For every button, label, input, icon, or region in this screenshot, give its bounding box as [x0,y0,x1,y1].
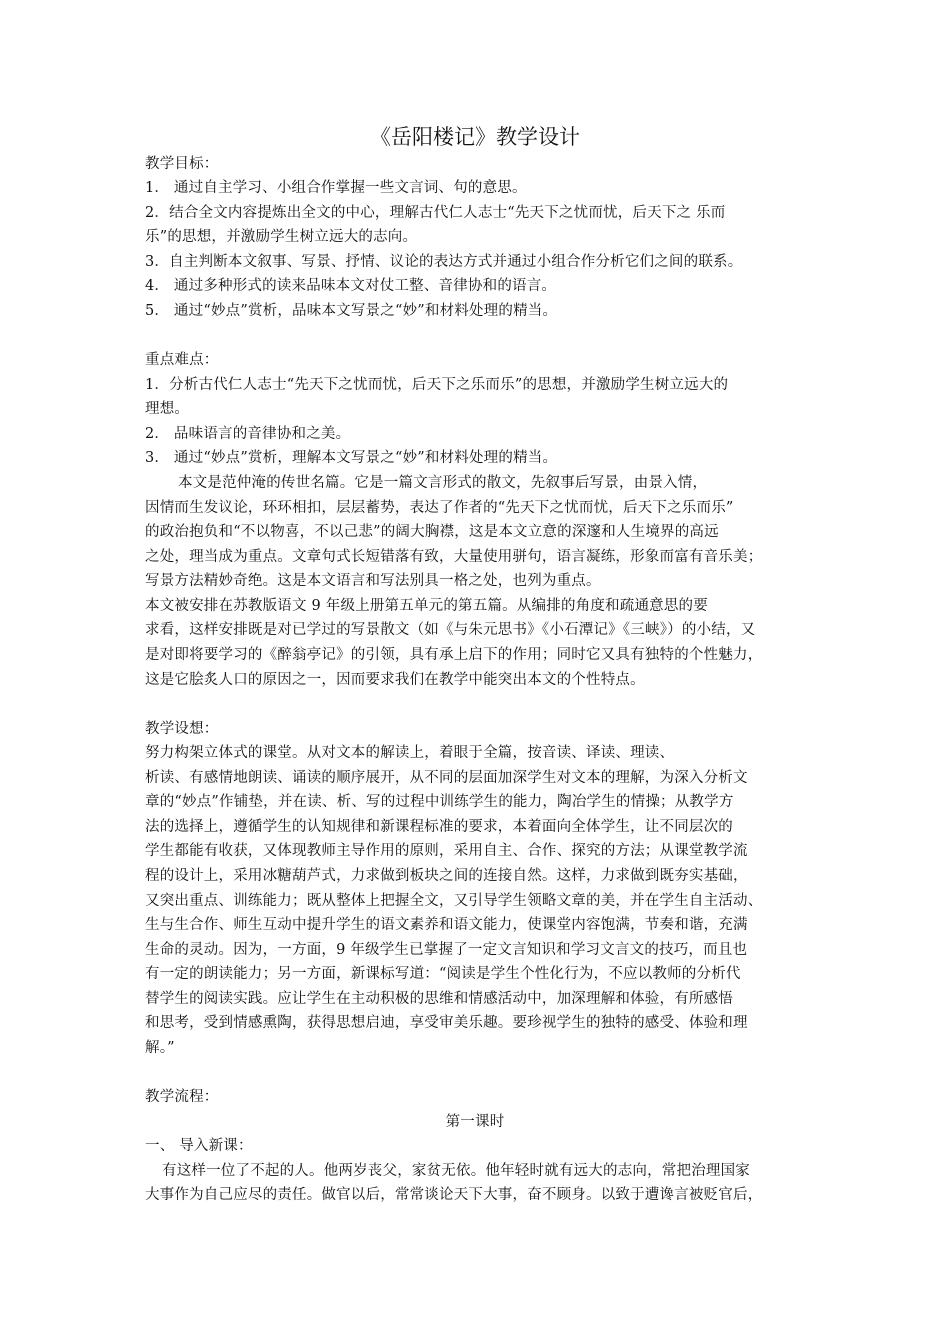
ideas-line: 析读、有感情地朗读、诵读的顺序展开，从不同的层面加深学生对文本的理解，为深入分析文 [145,770,748,786]
ideas-line: 替学生的阅读实践。应让学生在主动积极的思维和情感活动中，加深理解和体验，有所感悟 [145,991,733,1007]
objective-line: 4． 通过多种形式的读来品味本文对仗工整、音律协和的语言。 [145,278,557,294]
objective-line: 1． 通过自主学习、小组合作掌握一些文言词、句的意思。 [145,180,527,196]
key-point-paragraph-line: 之处，理当成为重点。文章句式长短错落有致，大量使用骈句，语言凝练，形象而富有音乐美； [145,549,763,565]
process-line: 有这样一位了不起的人。他两岁丧父，家贫无依。他年轻时就有远大的志向，常把治理国家 [162,1163,750,1179]
key-point-paragraph-line: 因情而生发议论，环环相扣，层层蓄势，表达了作者的“先天下之忧而忧，后天下之乐而乐” [145,500,734,516]
key-point-paragraph-line: 本文被安排在苏教版语文 9 年级上册第五单元的第五篇。从编排的角度和疏通意思的要 [145,598,708,614]
ideas-line: 又突出重点、训练能力；既从整体上把握全文，又引导学生领略文章的美，并在学生自主活动、 [145,893,763,909]
key-point-paragraph-line: 求看，这样安排既是对已学过的写景散文（如《与朱元思书》《小石潭记》《三峡》）的小结，又 [145,622,756,638]
ideas-line: 有一定的朗读能力；另一方面，新课标写道：“阅读是学生个性化行为，不应以教师的分析代 [145,966,741,982]
ideas-line: 章的“妙点”作铺垫，并在读、析、写的过程中训练学生的能力，陶冶学生的情操；从教学方 [145,794,734,810]
ideas-line: 生命的灵动。因为，一方面，9 年级学生已掌握了一定文言知识和学习文言文的技巧，而且也 [145,942,748,958]
key-point-line: 3． 通过“妙点”赏析，理解本文写景之“妙”和材料处理的精当。 [145,450,558,466]
objective-line: 2．结合全文内容提炼出全文的中心，理解古代仁人志士“先天下之忧而忧，后天下之 乐而 [145,205,726,221]
key-point-paragraph-line: 写景方法精妙奇绝。这是本文语言和写法别具一格之处，也列为重点。 [145,573,601,589]
ideas-line: 努力构架立体式的课堂。从对文本的解读上，着眼于全篇，按音读、译读、理读、 [145,745,675,761]
ideas-line: 学生都能有收获，又体现教师主导作用的原则，采用自主、合作、探究的方法；从课堂教学流 [145,843,748,859]
ideas-line: 和思考，受到情感熏陶，获得思想启迪，享受审美乐趣。要珍视学生的独特的感受、体验和理 [145,1015,748,1031]
objective-line: 乐”的思想，并激励学生树立远大的志向。 [145,229,418,245]
objective-line: 5． 通过“妙点”赏析，品味本文写景之“妙”和材料处理的精当。 [145,303,558,319]
key-point-paragraph-line: 的政治抱负和“不以物喜，不以己悲”的阔大胸襟，这是本文立意的深邃和人生境界的高远 [145,524,719,540]
ideas-line: 生与生合作、师生互动中提升学生的语文素养和语文能力，使课堂内容饱满，节奏和谐，充满 [145,917,748,933]
ideas-heading: 教学设想： [145,721,219,737]
key-point-paragraph-line: 这是它脍炙人口的原因之一，因而要求我们在教学中能突出本文的个性特点。 [145,672,645,688]
process-heading: 教学流程： [145,1089,219,1105]
objectives-heading: 教学目标： [145,156,219,172]
key-point-paragraph-line: 是对即将要学习的《醉翁亭记》的引领，具有承上启下的作用；同时它又具有独特的个性魅力， [145,647,763,663]
key-point-line: 1．分析古代仁人志士“先天下之忧而忧，后天下之乐而乐”的思想，并激励学生树立远大的 [145,377,729,393]
objective-line: 3．自主判断本文叙事、写景、抒情、议论的表达方式并通过小组合作分析它们之间的联系。 [145,254,743,270]
process-line: 大事作为自己应尽的责任。做官以后，常常谈论天下大事，奋不顾身。以致于遭谗言被贬官后， [145,1187,763,1203]
section-heading: 一、 导入新课： [145,1138,253,1154]
ideas-line: 法的选择上，遵循学生的认知规律和新课程标准的要求，本着面向全体学生，让不同层次的 [145,819,733,835]
document-title: 《岳阳楼记》教学设计 [370,125,580,149]
key-point-line: 2． 品味语言的音律协和之美。 [145,426,351,442]
key-points-heading: 重点难点： [145,352,219,368]
lesson-heading: 第一课时 [445,1114,505,1130]
key-point-paragraph-line: 本文是范仲淹的传世名篇。它是一篇文言形式的散文，先叙事后写景，由景入情， [178,475,708,491]
ideas-line: 程的设计上，采用冰糖葫芦式，力求做到板块之间的连接自然。这样，力求做到既夯实基础， [145,868,748,884]
ideas-line: 解。” [145,1040,175,1056]
key-point-line: 理想。 [145,401,190,417]
